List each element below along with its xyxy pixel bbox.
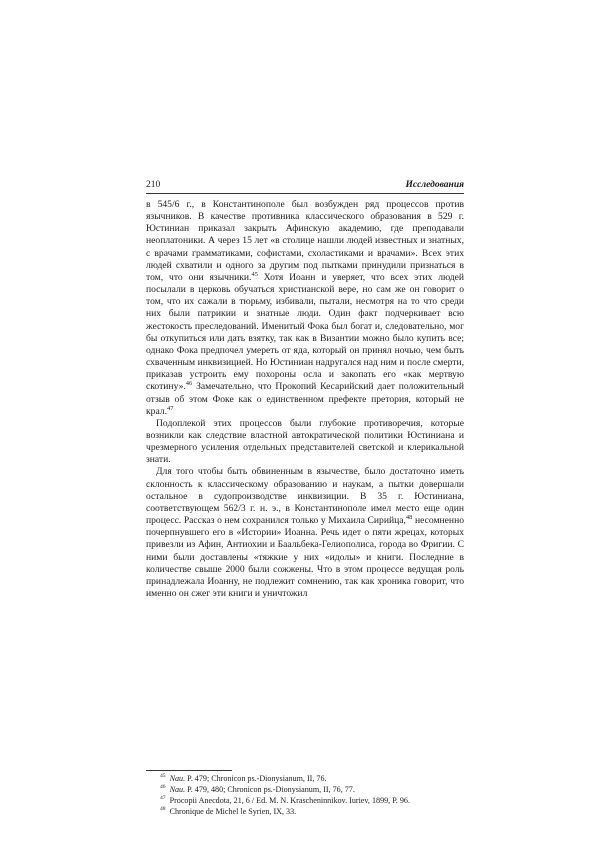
paragraph-2: Подоплекой этих процессов были глубокие противоречия, которые возникли как следствие властной автократической политики Юстиниана и чрезмерного усиления отдельных представителей светской и клерикальной знати. [146, 417, 464, 466]
paragraph-3 [146, 466, 464, 600]
footnote-number: 47 [160, 795, 166, 802]
paragraph-1 [146, 199, 464, 418]
footnote-48 [160, 806, 464, 817]
footnote-text: Chronique de Michel le Syrien, IX, 33. [169, 807, 297, 816]
footnote-number: 45 [160, 773, 166, 780]
footnote-ref-45[interactable]: 45 [251, 270, 258, 278]
paragraph-1-text-c: Замечательно, что Прокопий Кесарийский дает положительный отзыв об этом Фоке как о единственном префекте претория, который не крал. [146, 381, 464, 417]
footnotes [160, 773, 464, 817]
header-rule [146, 193, 464, 194]
footnote-ref-47[interactable]: 47 [167, 404, 174, 412]
footnote-47 [160, 795, 464, 806]
footnote-46 [160, 784, 464, 795]
footnote-author: Nau. [169, 785, 186, 794]
paragraph-3-text-b: несомненно почерпнувшего его в «Истории» Иоанна. Речь идет о пяти жрецах, которых привезли из Афин, Антиохии и Баальбека-Гелиополиса, города во Фригии. С ними были доставлены «тяжкие у них «идолы» и книги. Последние в количестве свыше 2000 были сожжены. Что в этом процессе ведущая роль принадлежала Иоанну, не подлежит сомнению, так как хроника говорит, что именно он сжег эти книги и уничтожил [146, 515, 464, 599]
footnote-rule [146, 770, 232, 771]
footnote-ref-46[interactable]: 46 [185, 380, 193, 388]
paragraph-1-text: в 545/6 г., в Константинополе был возбужден ряд процессов против язычников. В качестве противника классического образования в 529 г. Юстиниан приказал закрыть Афинскую академию, где преподавали неоплатоники. А через 15 лет «в столице нашли людей известных и знатных, с врачами грамматиками, софистами, схоластиками и врачами». Всех этих людей схватили и одного за другим под пытками принудили признаться в том, что они язычники. [146, 199, 464, 283]
section-title: Исследования [405, 180, 464, 190]
body-text [146, 199, 464, 600]
footnote-text: P. 479; Chronicon ps.-Dionysianum, II, 76. [185, 774, 327, 783]
footnote-text: P. 479, 480; Chronicon ps.-Dionysianum, II, 76, 77. [185, 785, 355, 794]
paragraph-3-text: Для того чтобы быть обвиненным в язычестве, было достаточно иметь склонность к классическому образованию и наукам, а пытки довершали остальное в судопроизводстве инквизиции. В 35 г. Юстиниана, соответствующем 562/3 г. н. э., в Константинополе имел место еще один процесс. Рассказ о нем сохранился только у Михаила Сирийца, [146, 466, 464, 527]
footnote-author: Nau. [169, 774, 186, 783]
footnote-45 [160, 773, 464, 784]
footnote-text: Procopii Anecdota, 21, 6 / Ed. M. N. Krascheninnikov. Iuriev, 1899, P. 96. [169, 796, 410, 805]
footnote-number: 46 [160, 784, 166, 791]
page-number: 210 [146, 180, 161, 190]
footnote-ref-48[interactable]: 48 [405, 513, 413, 521]
footnote-number: 48 [160, 806, 166, 813]
paragraph-1-text-b: Хотя Иоанн и уверяет, что всех этих людей посылали в церковь обучаться христианской вере, но сам же он говорит о том, что их сажали в тюрьму, избивали, пытали, несмотря на то что среди них были патрикии и знатные люди. Один факт подчеркивает всю жестокость преследований. Именитый Фока был богат и, следовательно, мог бы откупиться или дать взятку, так как в Византии можно было купить все; однако Фока предпочел умереть от яда, который он принял ночью, чем быть схваченным инквизицией. Но Юстиниан надругался над ним и после смерти, приказав устроить ему похороны осла и закопать его «как мертвую скотину». [146, 271, 465, 393]
running-head [146, 179, 464, 191]
